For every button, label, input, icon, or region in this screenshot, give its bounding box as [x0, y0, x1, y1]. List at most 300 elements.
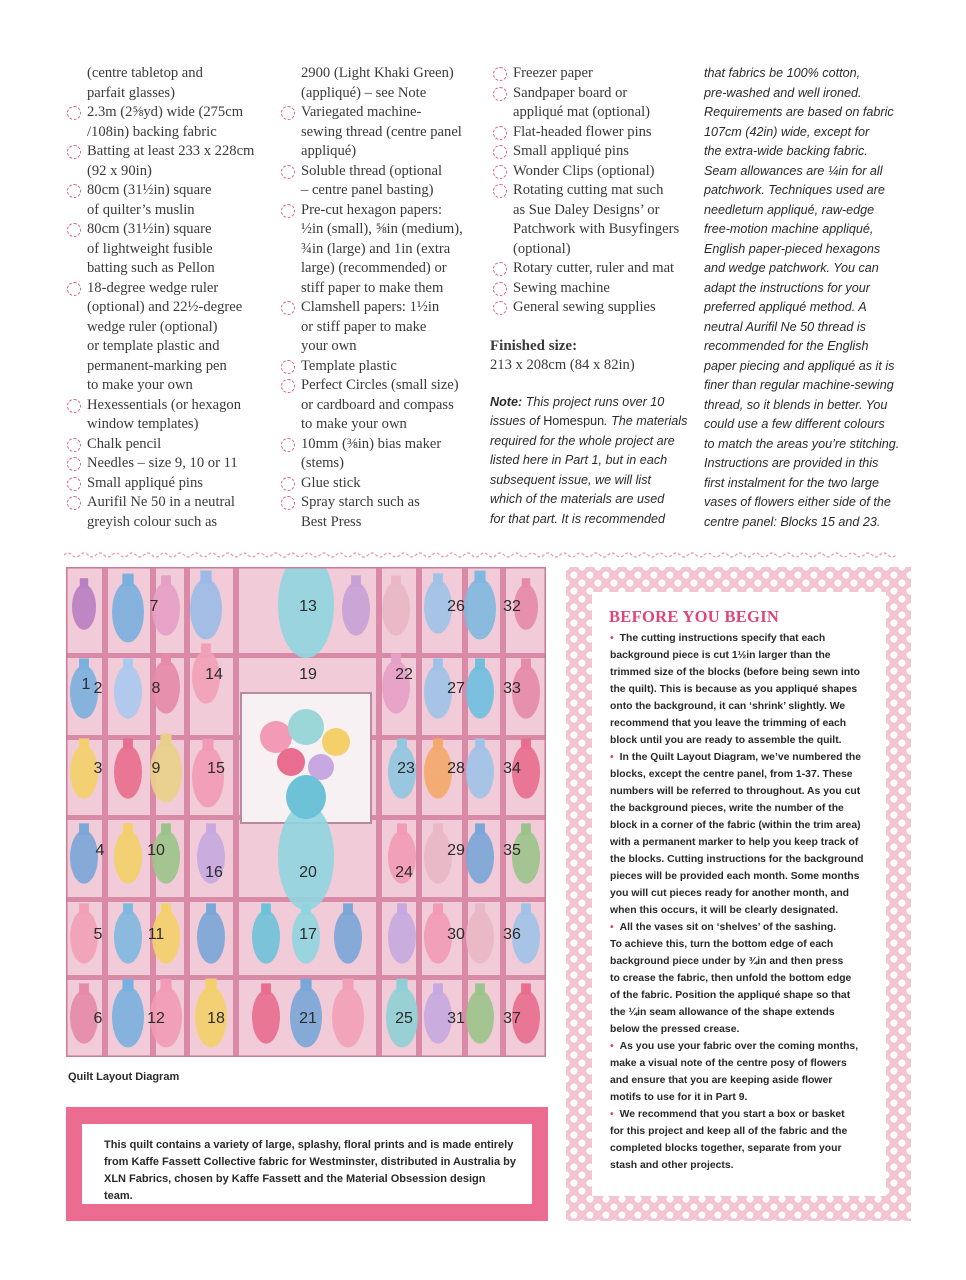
- quilt-layout-diagram: [66, 567, 546, 1057]
- vase-shape: [112, 582, 144, 643]
- note-line: Note: This project runs over 10: [490, 394, 665, 409]
- text-line: parfait glasses): [87, 84, 175, 101]
- vase-neck: [122, 979, 133, 992]
- material-line: of quilter’s muslin: [87, 201, 195, 218]
- material-line: Batting at least 233 x 228cm: [87, 143, 255, 159]
- intro-line: recommended for the English: [704, 339, 869, 353]
- checkbox-circle-icon: [493, 282, 507, 296]
- intro-line: vases of flowers either side of the: [704, 495, 891, 509]
- material-item: [490, 162, 696, 182]
- material-line: 10mm (⅜in) bias maker: [301, 435, 442, 452]
- bullet-icon: •: [610, 922, 614, 933]
- checkbox-circle-icon: [67, 184, 81, 198]
- material-item: [490, 84, 696, 123]
- sashing-strip: [102, 567, 108, 1057]
- block-number-label: 35: [503, 842, 521, 859]
- vase-neck: [396, 979, 407, 992]
- block-number-label: 4: [95, 842, 105, 859]
- sashing-strip: [150, 567, 156, 1057]
- block-number-label: 15: [207, 760, 225, 777]
- material-line: Patchwork with Busyfingers: [513, 221, 680, 237]
- block-number-label: 24: [395, 864, 413, 881]
- before-line: numbers will be referred to throughout. As you cut: [610, 786, 861, 797]
- block-number-label: 30: [447, 926, 465, 943]
- block-number-label: 9: [151, 760, 161, 777]
- material-line: Rotating cutting mat such: [513, 182, 664, 198]
- vase-neck: [521, 738, 531, 749]
- vase-shape: [382, 582, 410, 635]
- before-you-begin-panel: [592, 592, 886, 1196]
- vase-neck: [521, 903, 531, 914]
- vase-neck: [261, 983, 271, 994]
- before-line: • In the Quilt Layout Diagram, we’ve numbered the: [610, 752, 861, 763]
- intro-line: and wedge patchwork. You can: [704, 261, 879, 275]
- vase-neck: [161, 575, 171, 586]
- material-line: Needles – size 9, 10 or 11: [87, 455, 238, 471]
- checkbox-circle-icon: [281, 204, 295, 218]
- note-line: which of the materials are used: [490, 492, 665, 506]
- info-line: This quilt contains a variety of large, splashy, floral prints and is made entirely: [104, 1139, 514, 1151]
- material-line: Soluble thread (optional: [301, 162, 443, 179]
- material-line: Flat-headed flower pins: [513, 123, 652, 140]
- material-line: greyish colour such as: [87, 513, 218, 530]
- vase-neck: [521, 983, 531, 994]
- material-item: [278, 201, 488, 299]
- before-line: block in a corner of the fabric (within the trim area): [610, 820, 861, 831]
- checkbox-circle-icon: [67, 457, 81, 471]
- centre-vase: [286, 775, 326, 819]
- before-line: the quilt). This is because as you appliqué shapes: [610, 684, 858, 695]
- fabric-info-text: [104, 1137, 516, 1205]
- material-item: [490, 279, 696, 299]
- flower-motif: [277, 748, 305, 776]
- material-line: 80cm (31½in) square: [87, 221, 212, 237]
- material-item: [490, 123, 696, 143]
- vase-neck: [475, 823, 485, 834]
- before-line: stash and other projects.: [610, 1160, 734, 1171]
- intro-line: needleturn appliqué, raw-edge: [704, 202, 875, 217]
- material-line: 2.3m (2⅝yd) wide (275cm: [87, 104, 244, 120]
- before-line: the blocks. Cutting instructions for the background: [610, 854, 864, 865]
- material-line: batting such as Pellon: [87, 260, 215, 276]
- vase-neck: [79, 658, 89, 669]
- vase-neck: [80, 578, 88, 588]
- material-line: Sandpaper board or: [513, 84, 628, 101]
- checkbox-circle-icon: [281, 165, 295, 179]
- material-item: [278, 162, 488, 201]
- before-line: and ensure that you are keeping aside flower: [610, 1075, 833, 1086]
- material-line: Clamshell papers: 1½in: [301, 299, 440, 315]
- text-line: (centre tabletop and: [87, 65, 203, 81]
- checkbox-circle-icon: [493, 145, 507, 159]
- material-line: or cardboard and compass: [301, 396, 454, 413]
- block-number-label: 32: [503, 598, 521, 615]
- material-line: Template plastic: [301, 357, 397, 374]
- block-number-label: 16: [205, 864, 223, 881]
- block-number-label: 7: [149, 598, 159, 615]
- intro-line: could use a few different colours: [704, 417, 885, 431]
- before-line: of the fabric. Position the appliqué shape so that: [610, 990, 851, 1001]
- vase-shape: [72, 584, 96, 630]
- vase-shape: [342, 582, 370, 635]
- material-line: Spray starch such as: [301, 494, 420, 510]
- checkbox-circle-icon: [67, 145, 81, 159]
- material-line: (optional): [513, 240, 571, 257]
- checkbox-circle-icon: [281, 496, 295, 510]
- intro-line: centre panel: Blocks 15 and 23.: [704, 514, 881, 529]
- sashing-strip: [233, 567, 239, 1057]
- material-line: (stems): [301, 455, 344, 471]
- checkbox-circle-icon: [281, 360, 295, 374]
- vase-neck: [206, 903, 216, 914]
- before-line: when this occurs, it will be clearly designated.: [610, 905, 839, 916]
- checkbox-circle-icon: [67, 223, 81, 237]
- vase-shape: [466, 910, 494, 963]
- material-item: [64, 454, 274, 474]
- vase-shape: [278, 804, 334, 910]
- note-line: subsequent issue, we will list: [490, 472, 651, 487]
- material-line: (optional) and 22½-degree: [87, 299, 243, 315]
- vase-shape: [466, 990, 494, 1043]
- vase-neck: [433, 658, 443, 669]
- materials-list-3: [490, 64, 696, 318]
- vase-shape: [190, 579, 222, 640]
- magazine-name: Homespun: [543, 414, 605, 428]
- block-number-label: 12: [147, 1010, 165, 1027]
- material-line: sewing thread (centre panel: [301, 123, 462, 140]
- block-number-label: 13: [299, 598, 317, 615]
- vase-neck: [202, 739, 213, 752]
- material-item: [278, 298, 488, 357]
- note-paragraph: [490, 393, 696, 530]
- checkbox-circle-icon: [281, 379, 295, 393]
- block-number-label: 36: [503, 926, 521, 943]
- vase-neck: [205, 979, 216, 992]
- vase-neck: [123, 823, 133, 834]
- before-you-begin-title: BEFORE YOU BEGIN: [609, 607, 780, 626]
- block-number-label: 26: [447, 598, 465, 615]
- before-you-begin-body: [610, 630, 875, 1174]
- before-line: pieces will be provided each month. Some months: [610, 871, 860, 882]
- intro-line: adapt the instructions for your: [704, 280, 870, 295]
- vase-neck: [122, 574, 133, 587]
- vase-neck: [433, 903, 443, 914]
- vase-neck: [161, 823, 171, 834]
- vase-shape: [464, 579, 496, 640]
- checkbox-circle-icon: [67, 282, 81, 296]
- vase-neck: [433, 983, 443, 994]
- material-line: or stiff paper to make: [301, 318, 427, 335]
- material-item: [64, 220, 274, 279]
- materials-list-1: [64, 103, 274, 532]
- vase-neck: [397, 903, 407, 914]
- material-line: (92 x 90in): [87, 162, 152, 179]
- vase-neck: [475, 738, 485, 749]
- bullet-icon: •: [610, 1041, 614, 1052]
- material-item: [64, 474, 274, 494]
- fabric-info-box: [66, 1107, 548, 1221]
- material-line: Best Press: [301, 513, 362, 530]
- checkbox-circle-icon: [493, 67, 507, 81]
- flower-motif: [260, 721, 292, 753]
- material-line: your own: [301, 338, 357, 354]
- vase-shape: [70, 830, 98, 883]
- material-line: Variegated machine-: [301, 104, 422, 120]
- material-item: [278, 474, 488, 494]
- before-line: recommend that you leave the trimming of each: [610, 718, 847, 729]
- vase-shape: [112, 987, 144, 1048]
- material-line: – centre panel basting): [301, 182, 434, 198]
- intro-line: thread, so it blends in better. You: [704, 397, 888, 412]
- checkbox-circle-icon: [67, 399, 81, 413]
- material-line: 80cm (31½in) square: [87, 182, 212, 198]
- before-line: background piece is cut 1½in larger than the: [610, 650, 831, 661]
- checkbox-circle-icon: [281, 438, 295, 452]
- vase-neck: [206, 823, 216, 834]
- before-line: below the pressed crease.: [610, 1024, 740, 1035]
- before-line: block until you are ready to assemble the quilt.: [610, 735, 842, 746]
- before-line: with a permanent marker to help you keep track of: [610, 837, 859, 848]
- before-line: completed blocks together, separate from your: [610, 1143, 842, 1154]
- vase-neck: [475, 903, 485, 914]
- checkbox-circle-icon: [67, 438, 81, 452]
- vase-shape: [388, 910, 416, 963]
- vase-neck: [475, 983, 485, 994]
- materials-column-1: [64, 64, 274, 532]
- vase-shape: [252, 990, 280, 1043]
- note-label: Note:: [490, 394, 523, 409]
- finished-size-heading: Finished size:: [490, 337, 578, 354]
- checkbox-circle-icon: [67, 477, 81, 491]
- intro-line: neutral Aurifil Ne 50 thread is: [704, 319, 866, 334]
- info-line: XLN Fabrics, chosen by Kaffe Fassett and the Material Obsession design team.: [104, 1173, 486, 1202]
- before-line: To achieve this, turn the bottom edge of each: [610, 939, 834, 950]
- intro-line: Instructions are provided in this: [704, 456, 879, 470]
- material-line: Glue stick: [301, 474, 361, 491]
- checkbox-circle-icon: [493, 126, 507, 140]
- bullet-icon: •: [610, 752, 614, 763]
- quilt-illustration: [66, 567, 546, 1057]
- vase-neck: [79, 823, 89, 834]
- checkbox-circle-icon: [493, 301, 507, 315]
- intro-line: finer than regular machine-sewing: [704, 378, 894, 392]
- block-number-label: 8: [151, 680, 161, 697]
- vase-neck: [397, 823, 407, 834]
- checkbox-circle-icon: [281, 477, 295, 491]
- note-line: issues of Homespun. The materials: [490, 414, 688, 428]
- material-line: Freezer paper: [513, 65, 593, 81]
- before-line: the ¼in seam allowance of the shape extends: [610, 1007, 835, 1018]
- before-line: • All the vases sit on ‘shelves’ of the sashing.: [610, 922, 837, 933]
- material-line: Small appliqué pins: [87, 474, 203, 491]
- vase-neck: [79, 738, 89, 749]
- material-item: [278, 493, 488, 532]
- vase-shape: [466, 745, 494, 798]
- material-line: or template plastic and: [87, 338, 220, 354]
- vase-neck: [474, 571, 485, 584]
- vase-neck: [343, 903, 353, 914]
- before-line: background piece under by ¾in and then press: [610, 956, 844, 967]
- vase-shape: [466, 665, 494, 718]
- block-number-label: 17: [299, 926, 317, 943]
- vase-neck: [522, 578, 530, 588]
- intro-line: preferred appliqué method. A: [704, 300, 867, 314]
- vase-neck: [475, 658, 485, 669]
- material-line: Sewing machine: [513, 279, 610, 296]
- vase-shape: [114, 745, 142, 798]
- block-number-label: 23: [397, 760, 415, 777]
- before-line: you will cut pieces ready for another month, and: [610, 888, 850, 899]
- material-item: [490, 298, 696, 318]
- vase-neck: [342, 979, 353, 992]
- before-line: make a visual note of the centre posy of flowers: [610, 1058, 847, 1069]
- intro-line: paper piecing and appliqué as it is: [704, 358, 895, 373]
- vase-neck: [123, 658, 133, 669]
- material-line: Rotary cutter, ruler and mat: [513, 260, 675, 276]
- material-item: [490, 181, 696, 259]
- intro-line: patchwork. Techniques used are: [704, 183, 885, 197]
- before-line: blocks, except the centre panel, from 1-37. These: [610, 769, 853, 780]
- checkbox-circle-icon: [493, 87, 507, 101]
- vase-neck: [79, 903, 89, 914]
- before-line: trimmed size of the blocks (before being sewn into: [610, 667, 860, 678]
- intro-line: English paper-pieced hexagons: [704, 241, 881, 256]
- checkbox-circle-icon: [493, 165, 507, 179]
- block-number-label: 34: [503, 760, 521, 777]
- material-line: as Sue Daley Designs’ or: [513, 201, 660, 218]
- vase-neck: [521, 658, 531, 669]
- checkbox-circle-icon: [493, 262, 507, 276]
- flower-motif: [288, 709, 324, 745]
- bullet-icon: •: [610, 633, 614, 644]
- info-line: from Kaffe Fassett Collective fabric for Westminster, distributed in Australia by: [104, 1156, 516, 1168]
- bullet-icon: •: [610, 1109, 614, 1120]
- material-line: Wonder Clips (optional): [513, 162, 655, 179]
- vase-neck: [433, 823, 443, 834]
- vase-neck: [201, 643, 211, 654]
- material-line: large) (recommended) or: [301, 260, 447, 276]
- vase-neck: [161, 653, 171, 664]
- block-number-label: 28: [447, 760, 465, 777]
- material-line: ¾in (large) and 1in (extra: [301, 240, 451, 257]
- intro-line: 107cm (42in) wide, except for: [704, 124, 870, 139]
- block-number-label: 1: [81, 676, 91, 693]
- block-number-label: 33: [503, 680, 521, 697]
- fabric-info-panel: [82, 1124, 532, 1204]
- material-item: [64, 103, 274, 142]
- before-line: motifs to use for it in Part 9.: [610, 1092, 748, 1103]
- intro-line: pre-washed and well ironed.: [704, 85, 862, 100]
- intro-line: the extra-wide backing fabric.: [704, 144, 868, 158]
- materials-list-2: [278, 103, 488, 532]
- material-item: [64, 279, 274, 396]
- material-item: [64, 142, 274, 181]
- checkbox-circle-icon: [281, 106, 295, 120]
- material-line: permanent-marking pen: [87, 357, 227, 374]
- block-number-label: 20: [299, 864, 317, 881]
- vase-neck: [521, 823, 531, 834]
- intro-line: that fabrics be 100% cotton,: [704, 66, 861, 80]
- quilt-caption: Quilt Layout Diagram: [68, 1071, 180, 1083]
- material-line: appliqué): [301, 143, 357, 159]
- block-number-label: 19: [299, 666, 317, 683]
- intro-line: free-motion machine appliqué,: [704, 222, 874, 236]
- material-item: [490, 64, 696, 84]
- before-line: • The cutting instructions specify that each: [610, 633, 826, 644]
- before-line: • We recommend that you start a box or basket: [610, 1109, 845, 1120]
- dashed-wave-divider: [64, 551, 900, 559]
- material-item: [64, 181, 274, 220]
- vase-neck: [160, 734, 171, 747]
- sashing-strip: [500, 567, 506, 1057]
- materials-column-3: [490, 64, 696, 529]
- material-line: appliqué mat (optional): [513, 104, 650, 120]
- material-line: Pre-cut hexagon papers:: [301, 201, 443, 218]
- vase-shape: [114, 665, 142, 718]
- checkbox-circle-icon: [67, 106, 81, 120]
- material-line: Hexessentials (or hexagon: [87, 396, 241, 413]
- material-item: [490, 259, 696, 279]
- materials-continuation: [64, 64, 274, 103]
- sashing-strip: [184, 567, 190, 1057]
- material-item: [278, 376, 488, 435]
- materials-continuation: [278, 64, 488, 103]
- note-line: listed here in Part 1, but in each: [490, 453, 668, 467]
- block-number-label: 5: [93, 926, 103, 943]
- block-number-label: 25: [395, 1010, 413, 1027]
- block-number-label: 37: [503, 1010, 521, 1027]
- vase-shape: [114, 910, 142, 963]
- block-number-label: 21: [299, 1010, 317, 1027]
- block-number-label: 10: [147, 842, 165, 859]
- vase-neck: [160, 979, 171, 992]
- material-line: window templates): [87, 416, 199, 432]
- note-line: for that part. It is recommended: [490, 511, 665, 526]
- vase-neck: [200, 571, 211, 584]
- vase-neck: [391, 575, 401, 586]
- material-item: [64, 435, 274, 455]
- vase-shape: [192, 747, 224, 808]
- intro-text-column: [704, 64, 904, 532]
- intro-line: to match the areas you’re stitching.: [704, 436, 900, 451]
- material-line: 18-degree wedge ruler: [87, 279, 219, 296]
- vase-neck: [391, 653, 401, 664]
- sashing-strip: [462, 567, 468, 1057]
- material-item: [64, 396, 274, 435]
- text-line: 2900 (Light Khaki Green): [301, 65, 454, 81]
- sashing-strip: [416, 567, 422, 1057]
- material-line: Small appliqué pins: [513, 143, 629, 159]
- material-line: stiff paper to make them: [301, 279, 444, 296]
- intro-line: first instalment for the two large: [704, 475, 879, 490]
- material-item: [64, 493, 274, 532]
- note-line: required for the whole project are: [490, 433, 675, 448]
- material-line: Chalk pencil: [87, 435, 162, 452]
- block-number-label: 14: [205, 666, 223, 683]
- material-line: Aurifil Ne 50 in a neutral: [87, 494, 235, 510]
- material-line: /108in) backing fabric: [87, 123, 217, 140]
- intro-line: Seam allowances are ¼in for all: [704, 163, 883, 178]
- block-number-label: 2: [93, 680, 103, 697]
- vase-neck: [261, 903, 271, 914]
- vase-neck: [397, 738, 407, 749]
- material-line: ½in (small), ⅝in (medium),: [301, 221, 463, 237]
- vase-neck: [351, 575, 361, 586]
- before-line: the background pieces, write the number of the: [610, 803, 844, 814]
- checkbox-circle-icon: [281, 301, 295, 315]
- material-item: [490, 142, 696, 162]
- sashing-strip: [376, 567, 382, 1057]
